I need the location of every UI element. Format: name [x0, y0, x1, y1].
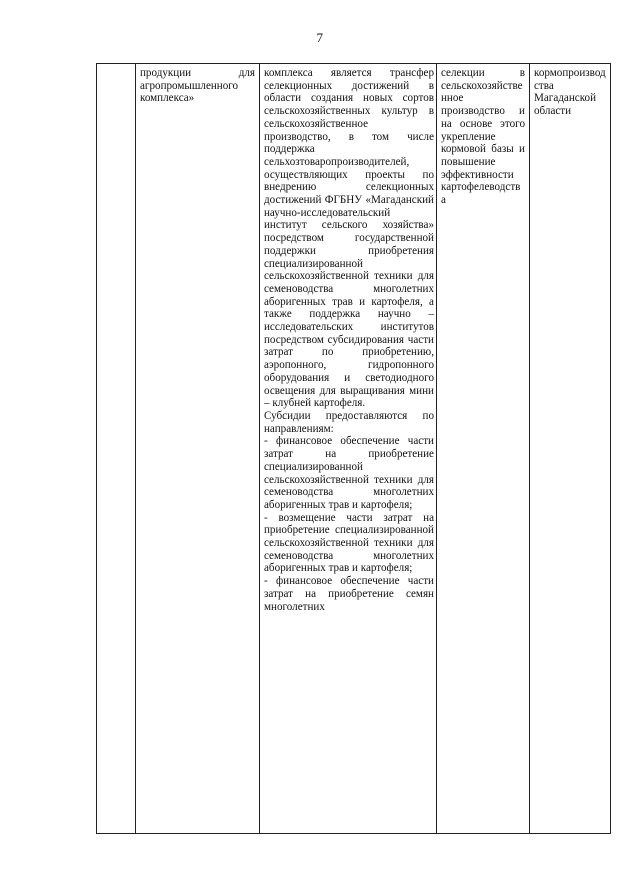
description-paragraph-1: комплекса является трансфер селекционных достижений в области создания новых сортов сельскохозяйственных культур в сельскохозяйственное производство, в том числе поддержка сельхозтоваропроизводителей, осуществляющих проекты по внедрению селекционных достижений ФГБНУ «Магаданский научно-исследовательский институт сельского хозяйства» посредством государственной поддержки приобретения специализированной сельскохозяйственной техники для семеноводства многолетних аборигенных трав и картофеля, а также поддержка научно – исследовательских институтов посредством субсидирования части затрат по приобретению, аэропонного, гидропонного оборудования и светодиодного освещения для выращивания мини – клубней картофеля. [264, 67, 434, 410]
goal-text: селекции в сельскохозяйственное производство и на основе этого укрепление кормовой базы и повышение эффективности картофелеводства [441, 67, 525, 207]
document-table [96, 63, 611, 834]
description-paragraph-3: - финансовое обеспечение части затрат на приобретение специализированной сельскохозяйственной техники для семеноводства многолетних аборигенных трав и картофеля; [264, 435, 434, 511]
description-paragraph-4: - возмещение части затрат на приобретение специализированной сельскохозяйственной техники для семеноводства многолетних аборигенных трав и картофеля; [264, 511, 434, 575]
table-row [97, 64, 611, 834]
table-cell-result [530, 64, 611, 834]
program-name-text: продукции для агропромышленного комплекса» [140, 67, 255, 105]
description-paragraph-2: Субсидии предоставляются по направлениям: [264, 409, 434, 435]
result-text: кормопроизводства Магаданской области [534, 67, 606, 118]
table-cell-program-name [136, 64, 260, 834]
table-cell-number [97, 64, 136, 834]
table-cell-goal [437, 64, 530, 834]
description-paragraph-5: - финансовое обеспечение части затрат на приобретение семян многолетних [264, 575, 434, 613]
table-cell-description [260, 64, 437, 834]
page-number: 7 [316, 30, 324, 45]
